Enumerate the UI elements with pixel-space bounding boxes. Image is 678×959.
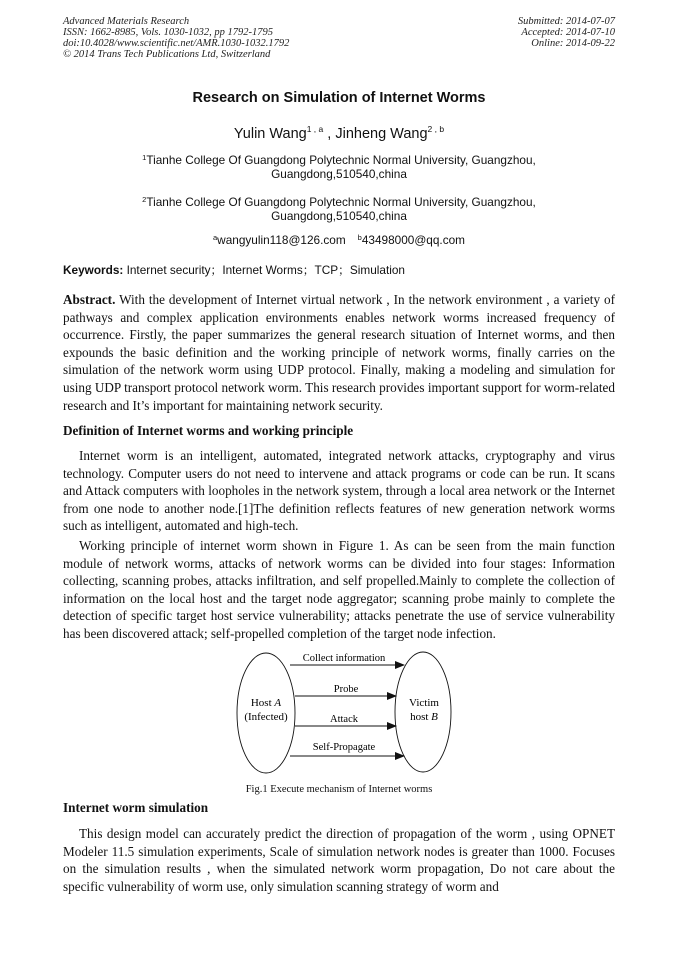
journal-info (63, 16, 289, 60)
journal-name: Advanced Materials Research (63, 16, 190, 27)
victim-label: Victim (409, 697, 439, 709)
aff2-line2: Guangdong,510540,china (271, 209, 407, 223)
host-a-label: Host A (250, 697, 282, 709)
email-a[interactable]: wangyulin118@126.com (217, 233, 346, 247)
keywords-text: Internet security；Internet Worms；TCP；Simulation (123, 263, 405, 277)
aff1-line2: Guangdong,510540,china (271, 167, 407, 181)
submitted-date: Submitted: 2014-07-07 (517, 16, 615, 27)
label-collect-information: Collect information (302, 653, 386, 664)
keywords (63, 261, 615, 278)
aff2-sup: 2 (142, 195, 147, 204)
doi: doi:10.4028/www.scientific.net/AMR.1030-1032.1792 (63, 38, 290, 49)
email-a-sup: a (213, 233, 218, 242)
section1-paragraph-2: Working principle of internet worm shown in Figure 1. As can be seen from the main function module of network worms, attacks of network worms can be divided into four stages: Information collecting, scanning probes, attacks infiltration, and self propelled.Mainly to complete the collection of information on the local host and the target node aggregator; scanning probe mainly to complete the detection of specific target host service vulnerability; attacks penetrate the use of service vulnerability has been discovered attack; self-propelled completion of the target node infection. (63, 538, 615, 641)
paper-title: Research on Simulation of Internet Worms (192, 90, 486, 106)
online-date: Online: 2014-09-22 (531, 38, 615, 49)
label-probe: Probe (333, 684, 359, 695)
label-self-propagate: Self-Propagate (312, 742, 376, 753)
figure-caption: Fig.1 Execute mechanism of Internet worms (245, 784, 433, 795)
label-attack: Attack (330, 714, 358, 725)
author-1-sup: 1 , a (306, 124, 324, 134)
abstract-label: Abstract. (63, 292, 116, 307)
section-heading-definition: Definition of Internet worms and working principle (63, 423, 354, 438)
section1-paragraph-1: Internet worm is an intelligent, automated, integrated network attacks, cryptography and virus technology. Computer users do not need to intervene and attack programs or code can be run. It scans and Attack computers with loopholes in the network system, through a local area network or the Internet from one node to another node.[1]The definition reflects features of new generation network worms such as intelligent, automated and high-tech. (63, 448, 615, 534)
affiliation-1 (0, 151, 678, 181)
copyright: © 2014 Trans Tech Publications Ltd, Switzerland (63, 49, 271, 60)
aff1-sup: 1 (142, 153, 147, 162)
affiliation-2 (0, 193, 678, 223)
aff1-line1: Tianhe College Of Guangdong Polytechnic Normal University, Guangzhou, (146, 153, 536, 167)
abstract (63, 291, 615, 414)
section-heading-simulation: Internet worm simulation (63, 800, 209, 815)
author-1: Yulin Wang (233, 126, 307, 142)
author-2: Jinheng Wang (335, 126, 428, 142)
issn: ISSN: 1662-8985, Vols. 1030-1032, pp 1792-1795 (63, 27, 273, 38)
keywords-label: Keywords: (63, 263, 124, 277)
aff2-line1: Tianhe College Of Guangdong Polytechnic Normal University, Guangzhou, (146, 195, 536, 209)
authors (0, 124, 678, 142)
emails (0, 233, 678, 247)
email-b-sup: b (357, 233, 362, 242)
abstract-text: With the development of Internet virtual network , In the network environment , a variety of pathways and complex application environments enables network worms increased frequency of occurrence. Firstly, the paper summarizes the general research situation of Internet worms, and then expounds the basic definition and the working principle of network worms, finally carries on the simulation of the network worm using UDP protocol. Finally, making a modeling and simulation for using UDP transport protocol network worm. This research provides important support for worm-related research and It’s important for maintaining network security. (63, 292, 615, 413)
author-2-sup: 2 , b (427, 124, 445, 134)
worm-mechanism-diagram (230, 648, 455, 778)
email-b[interactable]: 43498000@qq.com (361, 233, 465, 247)
author-separator: , (323, 126, 336, 142)
dates-info (518, 16, 615, 49)
victim-host-label: host B (410, 711, 438, 723)
accepted-date: Accepted: 2014-07-10 (521, 27, 615, 38)
host-a-status: (Infected) (244, 711, 288, 723)
section2-paragraph-1: This design model can accurately predict the direction of propagation of the worm , using OPNET Modeler 11.5 simulation experiments, Scale of simulation network nodes is greater than 1000. Focuses on the simulation results , when the simulated network worm propagation, Do not care about the specific vulnerability of worm use, only simulation scanning strategy of worm and (63, 826, 615, 894)
